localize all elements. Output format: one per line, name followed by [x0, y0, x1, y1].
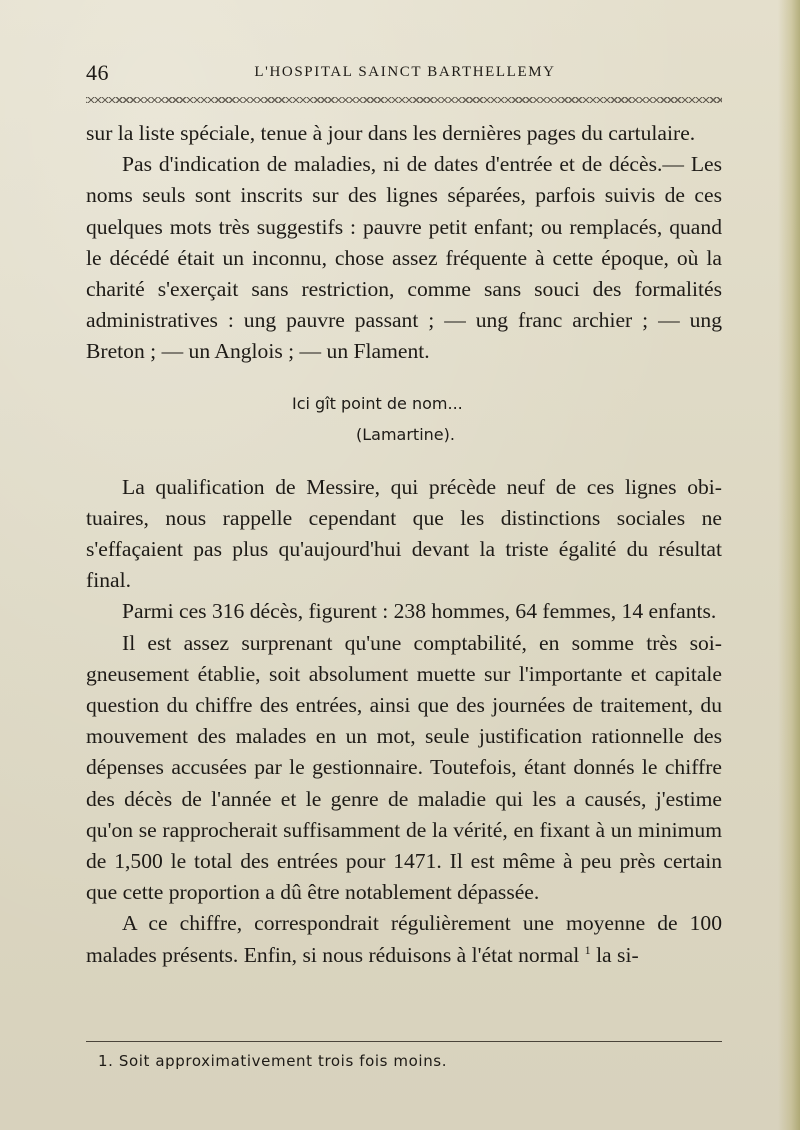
epigraph-quote: Ici gît point de nom...	[292, 393, 463, 413]
footnote-rule	[86, 1041, 722, 1042]
paragraph-6-tail: la si-	[596, 942, 639, 967]
paragraph-1: sur la liste spéciale, tenue à jour dans les dernières pages du cartulaire.	[86, 121, 696, 145]
paragraph-3: La qualification de Messire, qui précède neuf de ces lignes obituaires, nous rappelle cependant que les distinctions sociales ne s'effaçaient pas plus qu'aujourd'hui devant la triste égalité du résultat final.	[86, 474, 722, 593]
page-header	[86, 60, 724, 90]
epigraph-source: (Lamartine).	[356, 424, 455, 444]
page-edge-shadow	[778, 0, 800, 1130]
footnote-reference: 1	[584, 942, 591, 957]
paragraph-6	[86, 908, 722, 970]
epigraph	[86, 388, 722, 450]
paragraph-2: Pas d'indication de maladies, ni de dates d'entrée et de décès.— Les noms seuls sont inscrits sur des lignes séparées, parfois suivis de ces quelques mots très suggestifs : pauvre petit enfant; ou remplacés, quand le décédé était un inconnu, chose assez fréquente à cette époque, où la charité s'exerçait sans restriction, comme sans souci des formalités administratives : ung pauvre passant ; — ung franc archier ; — ung Breton ; — un Anglois ; — un Flament.	[86, 152, 722, 364]
page-number: 46	[86, 60, 109, 85]
footnote: 1. Soit approximativement trois fois moins.	[98, 1052, 448, 1070]
paragraph-6-text: A ce chiffre, correspondrait régulièrement une moyenne de 100 malades présents. Enfin, si nous réduisons à l'état normal	[86, 911, 722, 967]
running-title: L'HOSPITAL SAINCT BARTHELLEMY	[254, 64, 556, 80]
body-text	[86, 118, 722, 971]
paragraph-4: Parmi ces 316 décès, figurent : 238 hommes, 64 femmes, 14 enfants.	[122, 599, 717, 624]
paragraph-5: Il est assez surprenant qu'une comptabilité, en somme très soigneusement établie, soit absolument muette sur l'importante et capitale question du chiffre des entrées, ainsi que des journées de traitement, du mouvement des malades en un mot, seule justification rationnelle des dépenses accusées par le gestionnaire. Toutefois, étant donnés le chiffre des décès de l'année et le genre de maladie qui les a causés, j'estime qu'on se rapprocherait suffisamment de la vérité, en fixant à un minimum de 1,500 le total des entrées pour 1471. Il est même à peu près certain que cette proportion a dû être notablement dépassée.	[86, 630, 722, 905]
header-ornament-rule	[86, 97, 722, 103]
